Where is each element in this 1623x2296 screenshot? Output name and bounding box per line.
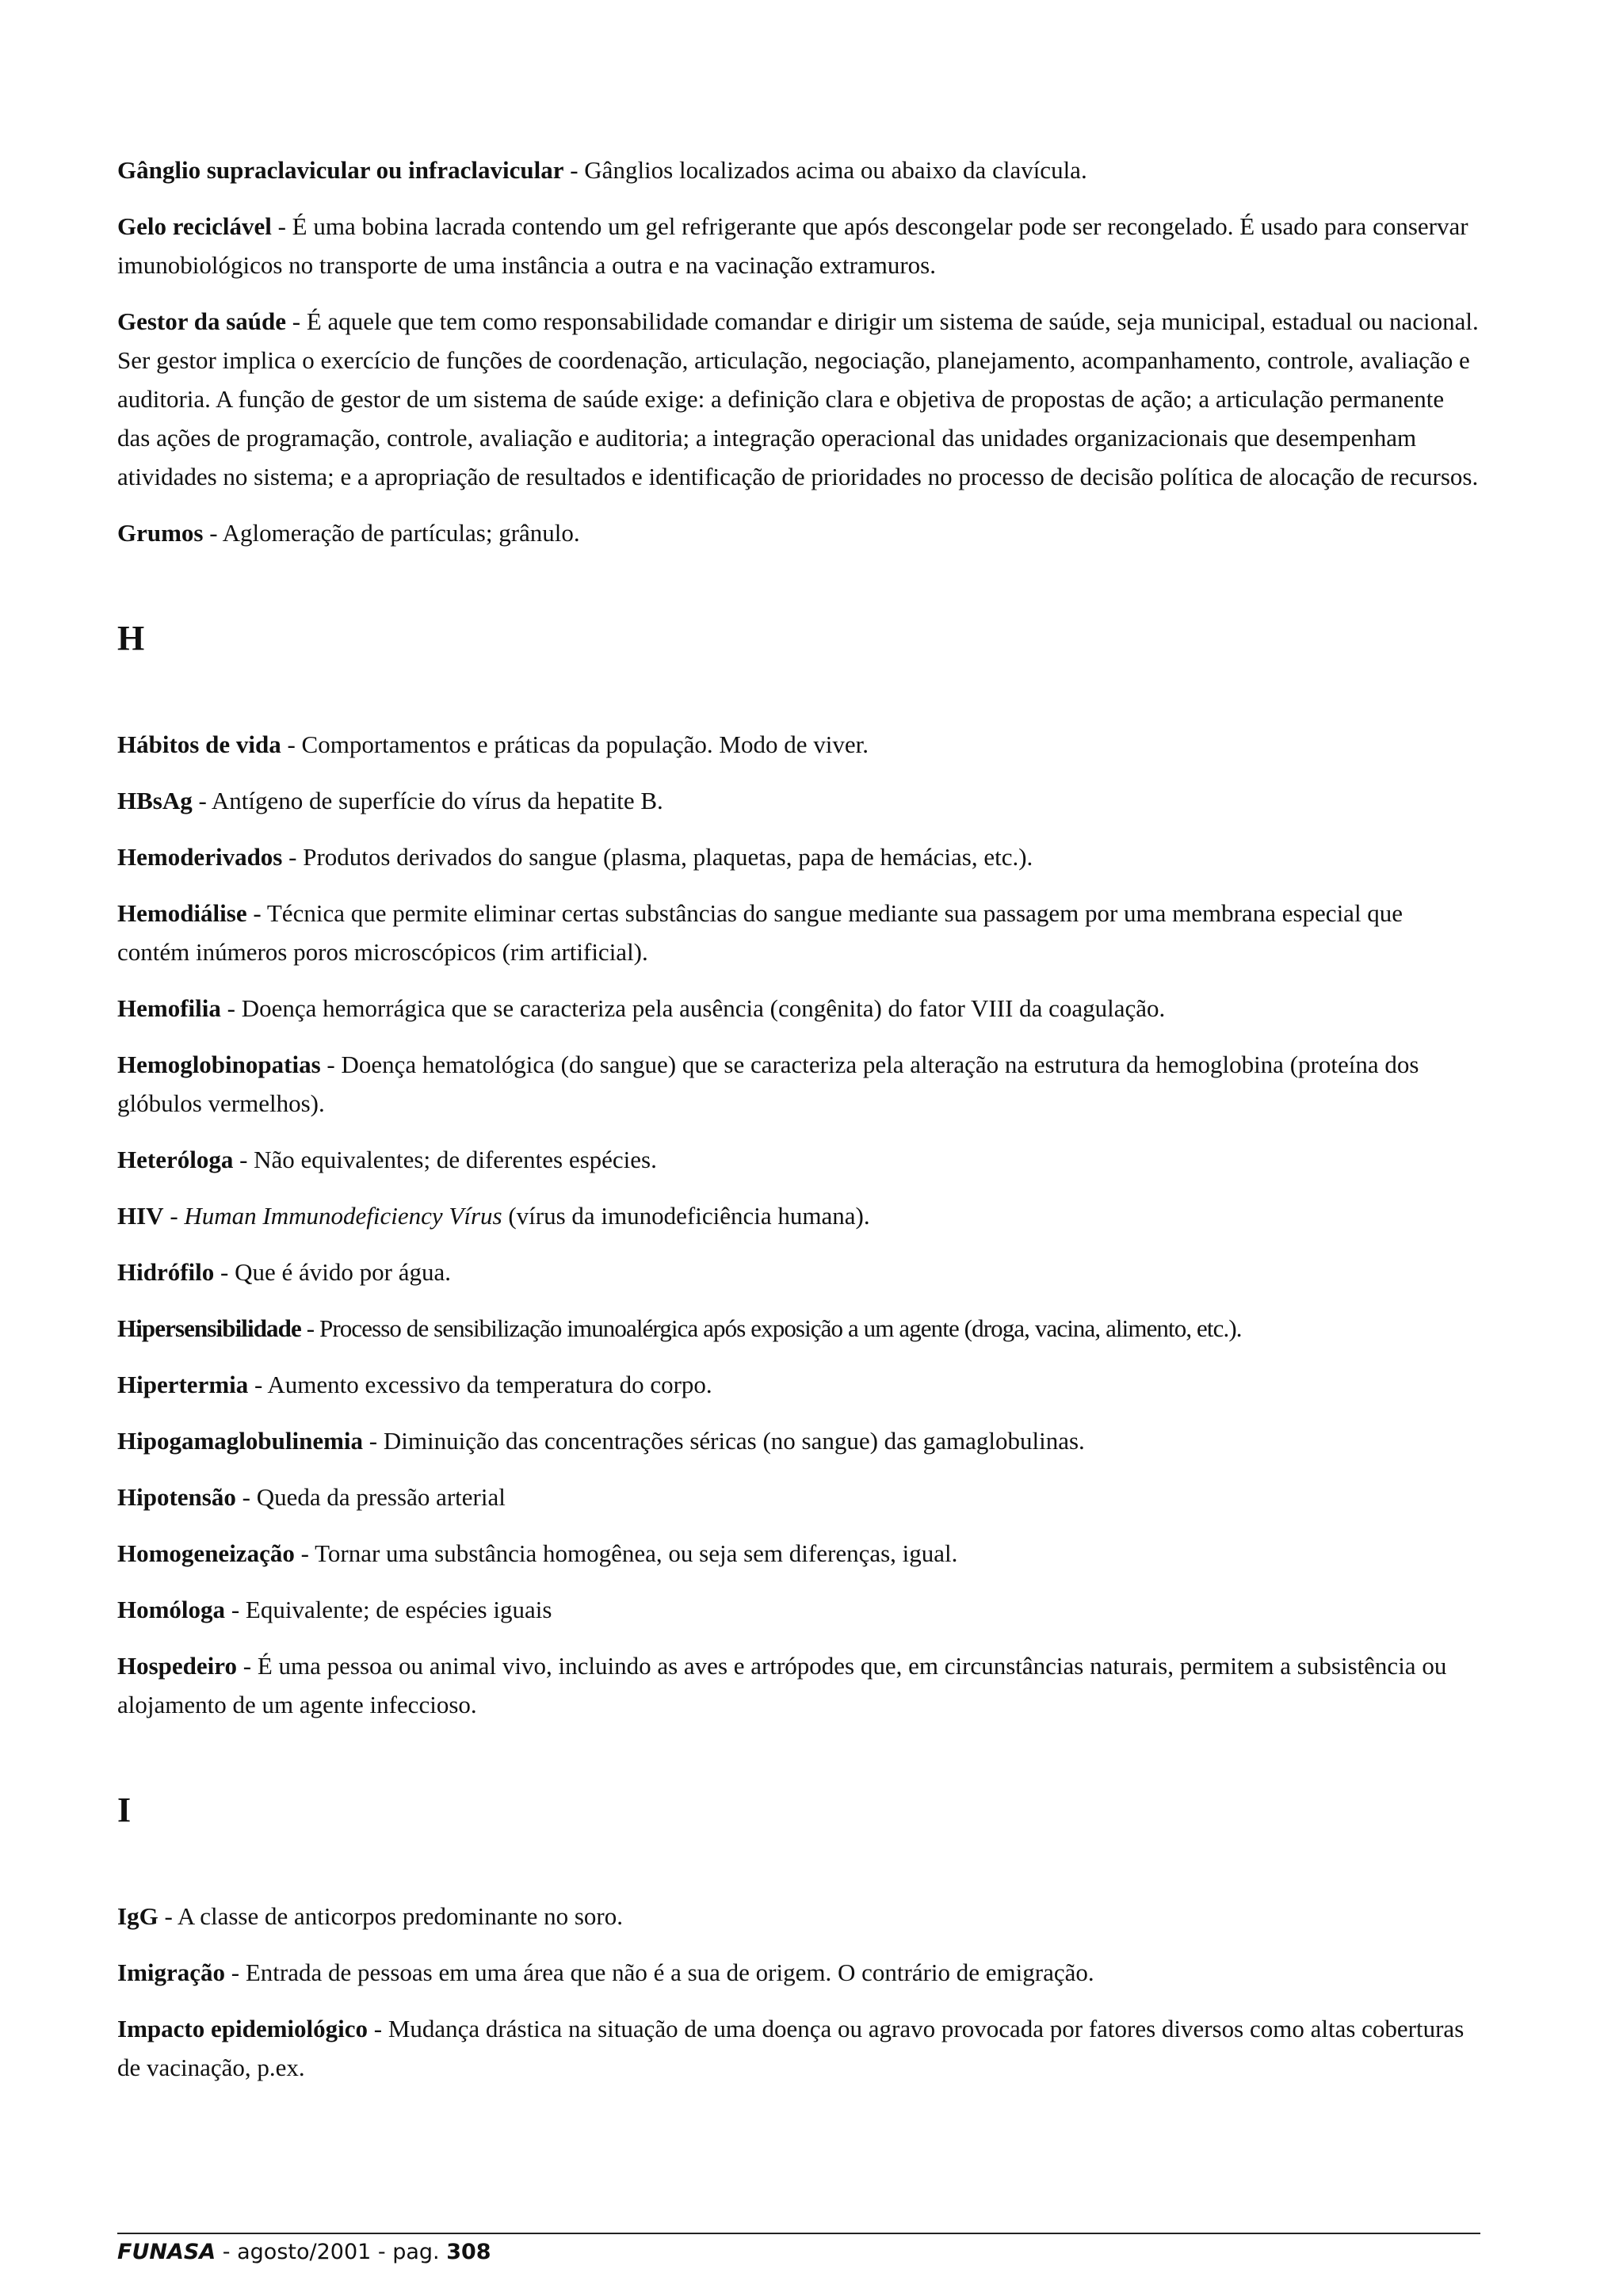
- glossary-entry: [117, 837, 1480, 876]
- glossary-entry: [117, 989, 1480, 1028]
- entry-term: Heteróloga: [117, 1146, 234, 1173]
- entry-definition: Comportamentos e práticas da população. Modo de viver.: [301, 730, 869, 758]
- entry-separator: -: [220, 994, 242, 1022]
- glossary-entry: [117, 302, 1480, 496]
- glossary-entry-hiv: [117, 1196, 1480, 1235]
- entry-term: Homóloga: [117, 1596, 226, 1623]
- entry-term: Hidrófilo: [117, 1258, 215, 1286]
- entry-term: Hemoglobinopatias: [117, 1051, 321, 1078]
- glossary-entry: [117, 151, 1480, 189]
- glossary-entry: [117, 1590, 1480, 1629]
- entry-definition-italic: Human Immunodeficiency Vírus: [184, 1202, 502, 1230]
- entry-term: Hemodiálise: [117, 899, 247, 927]
- entry-term: Hipogamaglobulinemia: [117, 1427, 364, 1455]
- entry-definition: Técnica que permite eliminar certas substâncias do sangue mediante sua passagem por uma membrana especial que contém inúmeros poros microscópicos (rim artificial).: [117, 899, 1403, 966]
- entry-definition: Mudança drástica na situação de uma doença ou agravo provocada por fatores diversos como altas coberturas de vacinação, p.ex.: [117, 2015, 1465, 2081]
- entry-term: HIV: [117, 1202, 164, 1230]
- entry-definition: Diminuição das concentrações séricas (no sangue) das gamaglobulinas.: [383, 1427, 1085, 1455]
- glossary-entry: [117, 2009, 1480, 2087]
- entry-term: Hipersensibilidade: [117, 1314, 301, 1342]
- entry-separator: -: [192, 787, 212, 814]
- glossary-page: [117, 151, 1480, 2104]
- glossary-entry: [117, 1953, 1480, 1992]
- entry-term: Gelo reciclável: [117, 212, 272, 240]
- entry-definition: Aumento excessivo da temperatura do corpo.: [267, 1371, 712, 1398]
- entry-definition: Antígeno de superfície do vírus da hepatite B.: [211, 787, 663, 814]
- entry-definition: Queda da pressão arterial: [256, 1483, 506, 1511]
- glossary-entry: [117, 1646, 1480, 1724]
- entry-separator: -: [294, 1539, 315, 1567]
- entry-term: Imigração: [117, 1958, 226, 1986]
- entry-separator: -: [235, 1483, 257, 1511]
- entry-term: HBsAg: [117, 787, 193, 814]
- entry-definition: Tornar uma substância homogênea, ou seja sem diferenças, igual.: [315, 1539, 958, 1567]
- entry-definition: Doença hemorrágica que se caracteriza pela ausência (congênita) do fator VIII da coagulação.: [241, 994, 1166, 1022]
- footer-date: - agosto/2001 - pag.: [216, 2240, 447, 2264]
- entry-definition: Processo de sensibilização imunoalérgica após exposição a um agente (droga, vacina, alimento, etc.).: [319, 1314, 1242, 1342]
- entry-term: Homogeneização: [117, 1539, 295, 1567]
- glossary-entry: [117, 1534, 1480, 1573]
- entry-term: Hipertermia: [117, 1371, 249, 1398]
- entry-term: Impacto epidemiológico: [117, 2015, 368, 2042]
- entry-separator: -: [281, 730, 302, 758]
- entry-separator: -: [214, 1258, 235, 1286]
- glossary-entry: [117, 207, 1480, 284]
- entry-separator: -: [203, 519, 223, 547]
- glossary-entry: [117, 725, 1480, 764]
- footer-brand: FUNASA: [117, 2240, 216, 2264]
- glossary-entry: [117, 1253, 1480, 1291]
- entry-term: Hospedeiro: [117, 1652, 237, 1680]
- entry-definition: (vírus da imunodeficiência humana).: [502, 1202, 870, 1230]
- entry-definition: Aglomeração de partículas; grânulo.: [222, 519, 580, 547]
- entry-definition: A classe de anticorpos predominante no soro.: [177, 1902, 623, 1930]
- glossary-entry: [117, 1421, 1480, 1460]
- glossary-entry: [117, 894, 1480, 971]
- entry-term: Hipotensão: [117, 1483, 236, 1511]
- footer-page-number: 308: [446, 2240, 491, 2264]
- entry-separator: -: [225, 1958, 246, 1986]
- entry-definition: Que é ávido por água.: [235, 1258, 451, 1286]
- entry-separator: -: [248, 1371, 268, 1398]
- entry-separator: -: [320, 1051, 342, 1078]
- entry-term: Gestor da saúde: [117, 307, 287, 335]
- entry-separator: -: [286, 307, 307, 335]
- entry-term: Hábitos de vida: [117, 730, 281, 758]
- glossary-entry: [117, 1045, 1480, 1123]
- entry-definition: Doença hematológica (do sangue) que se caracteriza pela alteração na estrutura da hemoglobina (proteína dos glóbulos vermelhos).: [117, 1051, 1419, 1117]
- entry-definition: Não equivalentes; de diferentes espécies.: [254, 1146, 657, 1173]
- entry-separator: -: [363, 1427, 384, 1455]
- entry-definition: É uma bobina lacrada contendo um gel refrigerante que após descongelar pode ser recongelado. É usado para conservar imunobiológicos no transporte de uma instância a outra e na vacinação extramuros.: [117, 212, 1468, 279]
- entry-definition: Produtos derivados do sangue (plasma, plaquetas, papa de hemácias, etc.).: [303, 843, 1033, 871]
- entry-definition: Entrada de pessoas em uma área que não é a sua de origem. O contrário de emigração.: [245, 1958, 1094, 1986]
- glossary-entry: [117, 1897, 1480, 1936]
- glossary-entry: [117, 1478, 1480, 1516]
- entry-definition: É aquele que tem como responsabilidade comandar e dirigir um sistema de saúde, seja municipal, estadual ou nacional. Ser gestor implica o exercício de funções de coordenação, articulação, negociação, planejamento, acompanhamento, controle, avaliação e auditoria. A função de gestor de um sistema de saúde exige: a definição clara e objetiva de propostas de ação; a articulação permanente das ações de programação, controle, avaliação e auditoria; a integração operacional das unidades organizacionais que desempenham atividades no sistema; e a apropriação de resultados e identificação de prioridades no processo de decisão política de alocação de recursos.: [117, 307, 1479, 490]
- section-letter-h: H: [117, 619, 145, 658]
- entry-term: Hemoderivados: [117, 843, 283, 871]
- entry-definition: É uma pessoa ou animal vivo, incluindo as aves e artrópodes que, em circunstâncias naturais, permitem a subsistência ou alojamento de um agente infeccioso.: [117, 1652, 1447, 1718]
- glossary-entry: [117, 1140, 1480, 1179]
- footer-divider: [117, 2233, 1480, 2234]
- glossary-entry: [117, 513, 1480, 552]
- entry-term: Gânglio supraclavicular ou infraclavicular: [117, 156, 564, 184]
- entry-separator: -: [233, 1146, 254, 1173]
- entry-separator: -: [237, 1652, 258, 1680]
- entry-separator: -: [282, 843, 304, 871]
- entry-separator: -: [225, 1596, 246, 1623]
- entry-separator: -: [163, 1202, 185, 1230]
- entry-term: Hemofilia: [117, 994, 221, 1022]
- entry-separator: -: [271, 212, 292, 240]
- entry-separator: -: [563, 156, 585, 184]
- page-footer: [117, 2239, 491, 2266]
- entry-separator: -: [158, 1902, 178, 1930]
- glossary-entry: [117, 781, 1480, 820]
- section-letter-i: I: [117, 1791, 132, 1829]
- entry-term: IgG: [117, 1902, 158, 1930]
- entry-separator: -: [300, 1314, 319, 1342]
- entry-definition: Equivalente; de espécies iguais: [245, 1596, 552, 1623]
- entry-definition: Gânglios localizados acima ou abaixo da clavícula.: [584, 156, 1087, 184]
- entry-term: Grumos: [117, 519, 204, 547]
- glossary-entry: [117, 1365, 1480, 1404]
- glossary-entry: [117, 1309, 1480, 1348]
- entry-separator: -: [368, 2015, 388, 2042]
- entry-separator: -: [246, 899, 267, 927]
